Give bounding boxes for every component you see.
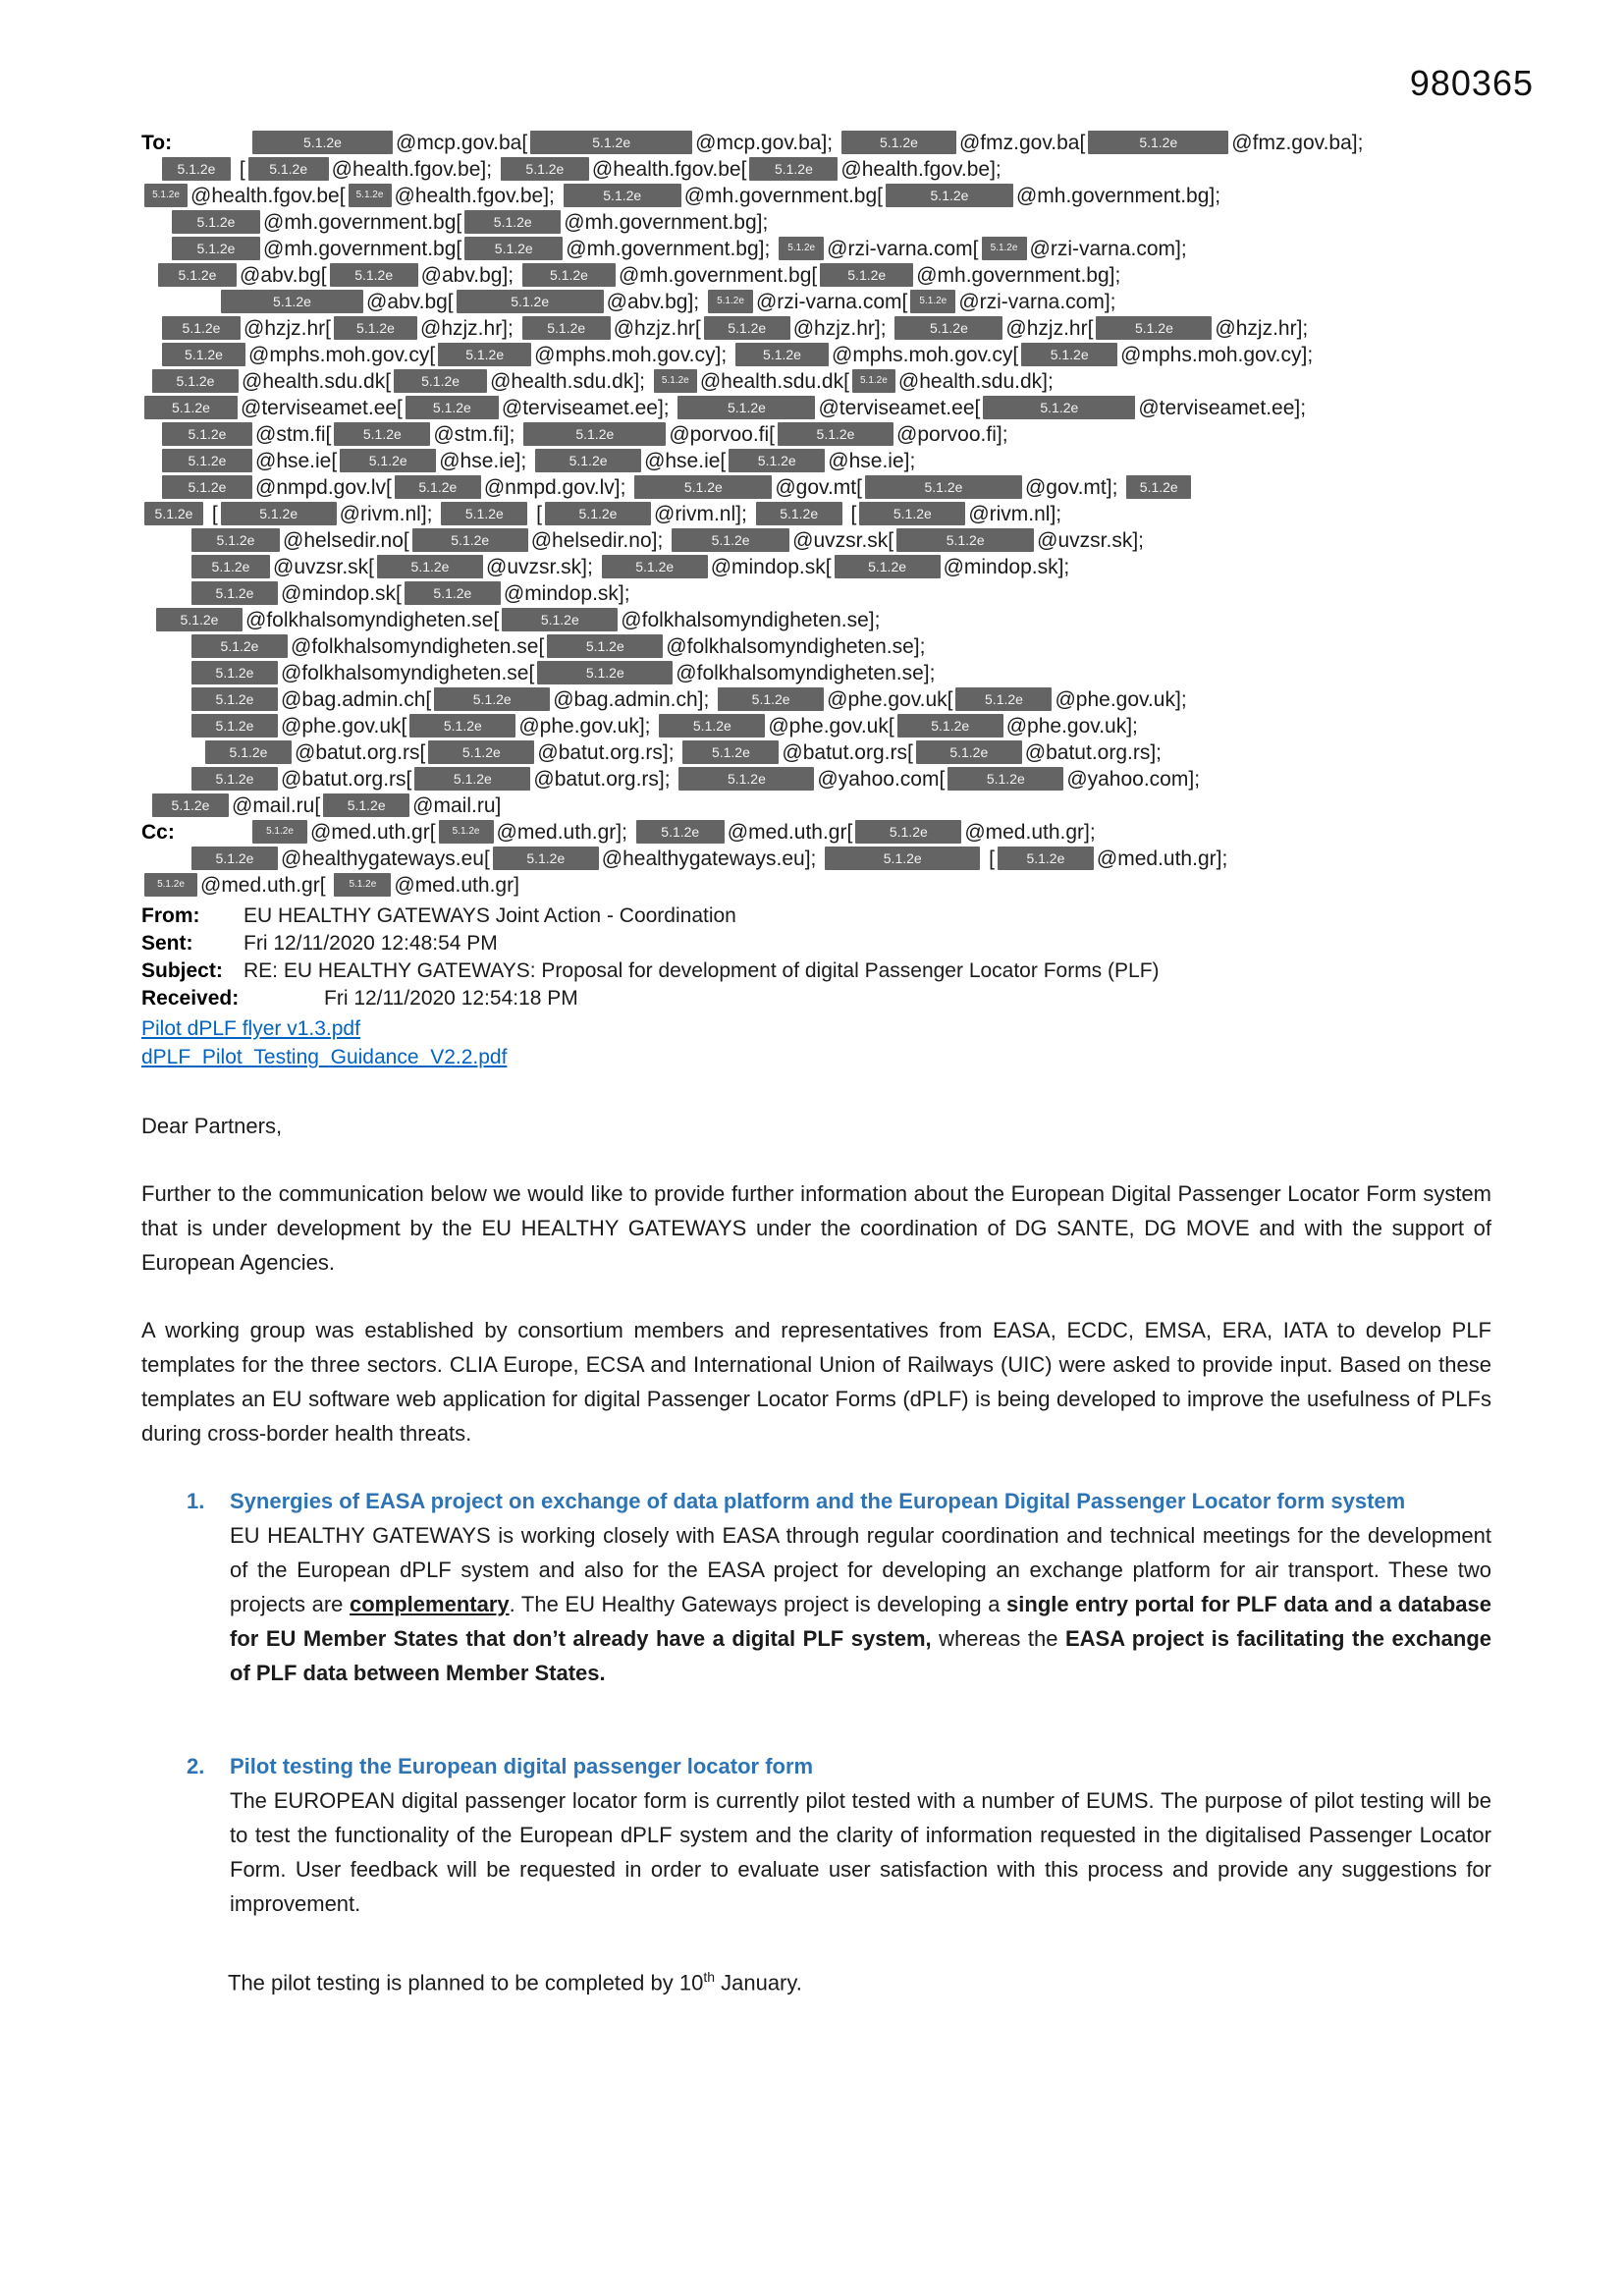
recipient-line xyxy=(141,395,1491,421)
redaction-box: 5.1.2e xyxy=(749,157,838,181)
cc-label: Cc: xyxy=(141,821,175,844)
redaction-box: 5.1.2e xyxy=(428,740,534,764)
redaction-box: 5.1.2e xyxy=(191,528,280,552)
sent-row xyxy=(141,930,1491,957)
recipient-address-fragment: @uvzsr.sk[ xyxy=(792,529,894,552)
recipient-address-fragment: @abv.bg[ xyxy=(240,264,327,287)
redaction-box: 5.1.2e xyxy=(334,316,417,340)
redaction-box: 5.1.2e xyxy=(441,502,527,525)
redaction-box: 5.1.2e xyxy=(718,687,824,711)
recipient-address-fragment: [ xyxy=(844,503,857,525)
recipient-address-fragment: @mphs.moh.gov.cy[ xyxy=(248,344,436,366)
item-number: 1. xyxy=(187,1489,205,1513)
redaction-box: 5.1.2e xyxy=(434,687,550,711)
recipient-address-fragment: @rivm.nl]; xyxy=(968,503,1062,525)
recipient-address-fragment: @mindop.sk[ xyxy=(281,582,402,605)
recipient-address-fragment: @health.sdu.dk]; xyxy=(490,370,651,393)
redaction-box: 5.1.2e xyxy=(162,449,252,472)
recipient-line xyxy=(141,739,1491,766)
recipient-address-fragment: @health.fgov.be[ xyxy=(591,158,747,181)
redaction-box: 5.1.2e xyxy=(677,396,815,419)
text-run: A working group was established by consortium members and representatives from EASA, ECDC, EMSA, ERA, IATA to develop PLF templates for the three sectors. CLIA Europe, ECSA and International Union of Railways (UIC) were asked to provide input. Based on these templates an EU software web application for digital Passenger Locator Forms (dPLF) is being developed to improve the usefulness of PLFs during cross-border health threats. xyxy=(141,1318,1491,1446)
recipient-address-fragment: @yahoo.com]; xyxy=(1066,768,1201,791)
redaction-box: 5.1.2e xyxy=(982,237,1027,260)
recipient-line xyxy=(141,289,1491,315)
redaction-box: 5.1.2e xyxy=(523,422,666,446)
recipient-address-fragment: @phe.gov.uk[ xyxy=(827,688,953,711)
received-value: Fri 12/11/2020 12:54:18 PM xyxy=(324,987,578,1010)
numbered-item xyxy=(187,1749,1491,1921)
redaction-box: 5.1.2e xyxy=(502,608,618,631)
recipient-address-fragment: @hse.ie]; xyxy=(828,450,916,472)
recipient-line xyxy=(141,156,1491,183)
redaction-box: 5.1.2e xyxy=(910,290,955,313)
redaction-box: 5.1.2e xyxy=(636,820,725,844)
recipient-line xyxy=(141,793,1491,819)
recipient-line xyxy=(141,554,1491,580)
recipient-address-fragment: [ xyxy=(983,847,995,870)
recipient-address-fragment: @uvzsr.sk[ xyxy=(273,556,375,578)
text-run: th xyxy=(703,1969,715,1985)
recipient-line xyxy=(141,421,1491,448)
recipient-address-fragment: @terviseamet.ee]; xyxy=(501,397,676,419)
recipient-address-fragment: @med.uth.gr]; xyxy=(496,821,633,844)
recipient-address-fragment: @med.uth.gr[ xyxy=(727,821,853,844)
redaction-box: 5.1.2e xyxy=(144,873,197,897)
recipient-address-fragment: @phe.gov.uk]; xyxy=(1005,715,1138,738)
recipient-line xyxy=(141,580,1491,607)
body-paragraph xyxy=(141,1176,1491,1280)
redaction-box: 5.1.2e xyxy=(323,793,409,817)
recipient-address-fragment: @bag.admin.ch[ xyxy=(281,688,432,711)
recipient-address-fragment: @nmpd.gov.lv]; xyxy=(483,476,632,499)
recipient-address-fragment: @mh.government.bg]; xyxy=(564,211,769,234)
recipient-address-fragment: @mh.government.bg[ xyxy=(263,211,462,234)
recipient-address-fragment: @mh.government.bg]; xyxy=(566,238,777,260)
redaction-box: 5.1.2e xyxy=(409,714,515,738)
recipient-line xyxy=(141,846,1491,872)
recipient-address-fragment: @mphs.moh.gov.cy[ xyxy=(832,344,1019,366)
redaction-box: 5.1.2e xyxy=(191,581,278,605)
subject-row xyxy=(141,957,1491,985)
text-run: EU HEALTHY GATEWAYS is working closely with EASA through regular coordination and technical meetings for the development of the European dPLF system and also for the EASA project for developing an exchange platform for air transport. These two projects are xyxy=(230,1523,1491,1616)
recipient-line xyxy=(141,527,1491,554)
recipient-address-fragment: @hzjz.hr]; xyxy=(792,317,893,340)
text-run: The EUROPEAN digital passenger locator form is currently pilot tested with a number of EUMS. The purpose of pilot testing will be to test the functionality of the European dPLF system and the clarity of information requested in the digitalised Passenger Locator Form. User feedback will be requested in order to evaluate user satisfaction with this process and provide any suggestions for improvement. xyxy=(230,1788,1491,1916)
recipient-address-fragment: @hzjz.hr[ xyxy=(244,317,332,340)
recipient-address-fragment: @porvoo.fi[ xyxy=(669,423,776,446)
redaction-box: 5.1.2e xyxy=(537,661,673,684)
redaction-box: 5.1.2e xyxy=(330,263,418,287)
recipient-address-fragment: [ xyxy=(234,158,245,181)
recipient-address-fragment: @helsedir.no[ xyxy=(283,529,409,552)
from-label: From: xyxy=(141,904,200,927)
email-body xyxy=(141,1109,1491,1999)
recipient-address-fragment: @rzi-varna.com[ xyxy=(827,238,979,260)
redaction-box: 5.1.2e xyxy=(152,369,239,393)
redaction-box: 5.1.2e xyxy=(191,714,278,738)
redaction-box: 5.1.2e xyxy=(855,820,961,844)
redaction-box: 5.1.2e xyxy=(602,555,708,578)
recipient-address-fragment: @mindop.sk]; xyxy=(503,582,630,605)
text-run: . The EU Healthy Gateways project is developing a xyxy=(509,1592,1007,1616)
redaction-box: 5.1.2e xyxy=(414,767,530,791)
recipient-address-fragment: @folkhalsomyndigheten.se[ xyxy=(281,662,535,684)
attachments-block xyxy=(141,1014,1491,1071)
recipient-address-fragment: @fmz.gov.ba[ xyxy=(958,132,1086,154)
item-number: 2. xyxy=(187,1754,205,1778)
redaction-box: 5.1.2e xyxy=(1126,475,1191,499)
recipient-address-fragment: @health.fgov.be]; xyxy=(394,185,561,207)
recipient-address-fragment: @batut.org.rs[ xyxy=(782,741,913,764)
recipient-address-fragment: @folkhalsomyndigheten.se]; xyxy=(666,635,926,658)
recipient-address-fragment: @mphs.moh.gov.cy]; xyxy=(534,344,732,366)
recipient-address-fragment: @gov.mt[ xyxy=(775,476,862,499)
redaction-box: 5.1.2e xyxy=(894,316,1002,340)
recipient-line xyxy=(141,448,1491,474)
redaction-box: 5.1.2e xyxy=(682,740,779,764)
recipient-address-fragment: @abv.bg]; xyxy=(420,264,519,287)
recipient-address-fragment: @health.sdu.dk]; xyxy=(897,370,1054,393)
text-run: single entry portal for PLF data and a database for EU Member States that don’t already have a digital PLF system, xyxy=(230,1592,1491,1651)
document-number: 980365 xyxy=(1409,63,1534,103)
recipient-address-fragment: @terviseamet.ee[ xyxy=(241,397,403,419)
recipient-address-fragment: @folkhalsomyndigheten.se]; xyxy=(621,609,881,631)
redaction-box: 5.1.2e xyxy=(221,290,363,313)
redaction-box: 5.1.2e xyxy=(654,369,697,393)
recipient-address-fragment: @helsedir.no]; xyxy=(530,529,670,552)
recipient-address-fragment: @med.uth.gr]; xyxy=(964,821,1096,844)
redaction-box: 5.1.2e xyxy=(144,502,203,525)
redaction-box: 5.1.2e xyxy=(395,475,481,499)
recipient-address-fragment: @porvoo.fi]; xyxy=(896,423,1008,446)
text-run: January. xyxy=(715,1970,802,1995)
redaction-box: 5.1.2e xyxy=(634,475,772,499)
redaction-box: 5.1.2e xyxy=(825,847,980,870)
recipient-address-fragment: @med.uth.gr] xyxy=(394,874,519,897)
redaction-box: 5.1.2e xyxy=(205,740,292,764)
recipient-address-fragment: @hzjz.hr]; xyxy=(1215,317,1309,340)
body-paragraph xyxy=(228,1960,1491,1999)
item-heading: Synergies of EASA project on exchange of data platform and the European Digital Passenger Locator form system xyxy=(230,1489,1406,1513)
redaction-box: 5.1.2e xyxy=(947,767,1063,791)
body-paragraph xyxy=(141,1313,1491,1450)
recipient-line xyxy=(141,686,1491,713)
redaction-box: 5.1.2e xyxy=(252,131,393,154)
recipient-address-fragment: @med.uth.gr[ xyxy=(310,821,436,844)
redaction-box: 5.1.2e xyxy=(340,449,436,472)
recipient-address-fragment: @mh.government.bg]; xyxy=(1015,185,1221,207)
redaction-box: 5.1.2e xyxy=(162,157,231,181)
recipient-address-fragment: @phe.gov.uk]; xyxy=(518,715,657,738)
redaction-box: 5.1.2e xyxy=(144,396,238,419)
attachment-link-1[interactable]: Pilot dPLF flyer v1.3.pdf xyxy=(141,1017,360,1040)
recipient-address-fragment: @terviseamet.ee[ xyxy=(818,397,981,419)
redaction-box: 5.1.2e xyxy=(886,184,1013,207)
sent-value: Fri 12/11/2020 12:48:54 PM xyxy=(244,932,498,955)
redaction-box: 5.1.2e xyxy=(162,316,241,340)
recipient-address-fragment: @fmz.gov.ba]; xyxy=(1231,132,1364,154)
recipient-line xyxy=(141,315,1491,342)
redaction-box: 5.1.2e xyxy=(172,237,260,260)
redaction-box: 5.1.2e xyxy=(835,555,941,578)
redaction-box: 5.1.2e xyxy=(252,820,307,844)
redaction-box: 5.1.2e xyxy=(756,502,842,525)
recipient-line xyxy=(141,474,1491,501)
subject-value: RE: EU HEALTHY GATEWAYS: Proposal for development of digital Passenger Locator Forms (PLF) xyxy=(244,959,1160,982)
recipient-address-fragment: @healthygateways.eu]; xyxy=(601,847,823,870)
redaction-box: 5.1.2e xyxy=(172,210,260,234)
body-paragraph xyxy=(141,1109,1491,1143)
redaction-box: 5.1.2e xyxy=(438,343,531,366)
recipient-address-fragment: @batut.org.rs[ xyxy=(281,768,412,791)
redaction-box: 5.1.2e xyxy=(158,263,237,287)
recipient-address-fragment: @gov.mt]; xyxy=(1024,476,1124,499)
redaction-box: 5.1.2e xyxy=(493,847,599,870)
recipient-address-fragment: @folkhalsomyndigheten.se]; xyxy=(676,662,936,684)
redaction-box: 5.1.2e xyxy=(672,528,789,552)
recipient-line xyxy=(141,766,1491,793)
recipient-address-fragment: @hse.ie]; xyxy=(439,450,533,472)
recipient-address-fragment: @batut.org.rs]; xyxy=(533,768,677,791)
recipient-line xyxy=(141,501,1491,527)
redaction-box: 5.1.2e xyxy=(729,449,825,472)
recipient-address-fragment: @mindop.sk[ xyxy=(710,556,832,578)
redaction-box: 5.1.2e xyxy=(547,634,663,658)
redaction-box: 5.1.2e xyxy=(1088,131,1228,154)
redaction-box: 5.1.2e xyxy=(334,422,430,446)
recipient-address-fragment: @hzjz.hr[ xyxy=(1005,317,1094,340)
recipient-address-fragment: @folkhalsomyndigheten.se[ xyxy=(291,635,545,658)
recipient-line xyxy=(141,368,1491,395)
recipient-line xyxy=(141,183,1491,209)
redaction-box: 5.1.2e xyxy=(841,131,956,154)
redaction-box: 5.1.2e xyxy=(659,714,765,738)
redaction-box: 5.1.2e xyxy=(152,793,229,817)
redaction-box: 5.1.2e xyxy=(248,157,329,181)
recipient-address-fragment: @mcp.gov.ba[ xyxy=(396,132,528,154)
recipient-address-fragment: @hzjz.hr[ xyxy=(613,317,701,340)
recipient-address-fragment: @hzjz.hr]; xyxy=(420,317,519,340)
redaction-box: 5.1.2e xyxy=(896,528,1034,552)
redaction-box: 5.1.2e xyxy=(162,343,245,366)
recipient-address-fragment: @uvzsr.sk]; xyxy=(486,556,599,578)
redaction-box: 5.1.2e xyxy=(678,767,814,791)
redaction-box: 5.1.2e xyxy=(778,422,893,446)
text-run: EASA project is facilitating the exchange of PLF data between Member States. xyxy=(230,1626,1492,1685)
recipient-address-fragment: @bag.admin.ch]; xyxy=(553,688,716,711)
redaction-box: 5.1.2e xyxy=(501,157,589,181)
redaction-box: 5.1.2e xyxy=(735,343,829,366)
to-recipients-block xyxy=(141,130,1491,819)
recipient-address-fragment: @rzi-varna.com]; xyxy=(958,291,1116,313)
redaction-box: 5.1.2e xyxy=(406,396,499,419)
recipient-address-fragment: @med.uth.gr]; xyxy=(1096,847,1228,870)
recipient-address-fragment: @mail.ru[ xyxy=(232,794,321,817)
redaction-box: 5.1.2e xyxy=(1021,343,1117,366)
redaction-box: 5.1.2e xyxy=(564,184,681,207)
recipient-address-fragment: @hse.ie[ xyxy=(644,450,727,472)
redaction-box: 5.1.2e xyxy=(191,687,278,711)
redaction-box: 5.1.2e xyxy=(779,237,824,260)
recipient-line xyxy=(141,819,1491,846)
from-value: EU HEALTHY GATEWAYS Joint Action - Coordination xyxy=(244,904,736,927)
recipient-address-fragment: @batut.org.rs[ xyxy=(295,741,426,764)
item-text xyxy=(230,1783,1491,1921)
item-body xyxy=(230,1749,1491,1921)
recipient-line xyxy=(141,607,1491,633)
redaction-box: 5.1.2e xyxy=(191,767,278,791)
recipient-line xyxy=(141,872,1491,899)
redaction-box: 5.1.2e xyxy=(464,237,563,260)
item-body xyxy=(230,1484,1491,1690)
redaction-box: 5.1.2e xyxy=(349,184,392,207)
subject-label: Subject: xyxy=(141,959,223,982)
redaction-box: 5.1.2e xyxy=(535,449,641,472)
redaction-box: 5.1.2e xyxy=(859,502,965,525)
cc-recipients-block xyxy=(141,819,1491,899)
recipient-address-fragment: @terviseamet.ee]; xyxy=(1138,397,1307,419)
recipient-line xyxy=(141,262,1491,289)
recipient-address-fragment: @stm.fi[ xyxy=(255,423,332,446)
recipient-address-fragment: @mindop.sk]; xyxy=(943,556,1070,578)
redaction-box: 5.1.2e xyxy=(439,820,494,844)
recipient-address-fragment: @med.uth.gr[ xyxy=(200,874,332,897)
recipient-address-fragment: @phe.gov.uk]; xyxy=(1055,688,1187,711)
recipient-address-fragment: @health.sdu.dk[ xyxy=(699,370,849,393)
recipient-address-fragment: @abv.bg[ xyxy=(366,291,454,313)
redaction-box: 5.1.2e xyxy=(983,396,1135,419)
recipient-address-fragment: @phe.gov.uk[ xyxy=(768,715,894,738)
recipient-address-fragment: @batut.org.rs]; xyxy=(1024,741,1163,764)
redaction-box: 5.1.2e xyxy=(162,422,252,446)
item-text xyxy=(230,1518,1491,1690)
recipient-address-fragment: @mcp.gov.ba]; xyxy=(695,132,839,154)
redaction-box: 5.1.2e xyxy=(457,290,604,313)
recipient-address-fragment: @health.fgov.be]; xyxy=(840,158,1001,181)
recipient-address-fragment: @mphs.moh.gov.cy]; xyxy=(1120,344,1314,366)
recipient-address-fragment: @mh.government.bg[ xyxy=(683,185,883,207)
recipient-address-fragment: @healthygateways.eu[ xyxy=(281,847,490,870)
recipient-address-fragment: @abv.bg]; xyxy=(606,291,705,313)
recipient-address-fragment: [ xyxy=(206,503,218,525)
redaction-box: 5.1.2e xyxy=(156,608,243,631)
redaction-box: 5.1.2e xyxy=(464,210,561,234)
recipient-address-fragment: @hse.ie[ xyxy=(255,450,338,472)
redaction-box: 5.1.2e xyxy=(412,528,528,552)
recipient-line xyxy=(141,660,1491,686)
recipient-address-fragment: @batut.org.rs]; xyxy=(537,741,680,764)
to-label: To: xyxy=(141,132,173,154)
recipient-line xyxy=(141,209,1491,236)
from-row xyxy=(141,902,1491,930)
recipient-address-fragment: @mh.government.bg]; xyxy=(916,264,1121,287)
recipient-address-fragment: @rzi-varna.com]; xyxy=(1029,238,1187,260)
redaction-box: 5.1.2e xyxy=(704,316,790,340)
attachment-link-2[interactable]: dPLF_Pilot_Testing_Guidance_V2.2.pdf xyxy=(141,1046,508,1068)
redaction-box: 5.1.2e xyxy=(545,502,651,525)
redaction-box: 5.1.2e xyxy=(191,661,278,684)
redaction-box: 5.1.2e xyxy=(820,263,913,287)
received-row xyxy=(141,985,1491,1012)
recipient-address-fragment: @yahoo.com[ xyxy=(817,768,946,791)
recipient-line xyxy=(141,342,1491,368)
text-run: Dear Partners, xyxy=(141,1114,283,1138)
received-label: Received: xyxy=(141,987,240,1010)
recipient-line xyxy=(141,633,1491,660)
recipient-address-fragment: @rivm.nl]; xyxy=(339,503,439,525)
recipient-address-fragment: @uvzsr.sk]; xyxy=(1037,529,1144,552)
recipient-line xyxy=(141,130,1491,156)
redaction-box: 5.1.2e xyxy=(334,873,391,897)
redaction-box: 5.1.2e xyxy=(522,263,616,287)
recipient-address-fragment: [ xyxy=(530,503,542,525)
redaction-box: 5.1.2e xyxy=(144,184,188,207)
redaction-box: 5.1.2e xyxy=(522,316,611,340)
recipient-address-fragment: @stm.fi]; xyxy=(433,423,521,446)
recipient-address-fragment: @mh.government.bg[ xyxy=(618,264,818,287)
recipient-address-fragment: @rivm.nl]; xyxy=(654,503,753,525)
redaction-box: 5.1.2e xyxy=(191,555,270,578)
text-run: The pilot testing is planned to be completed by 10 xyxy=(228,1970,704,1995)
redaction-box: 5.1.2e xyxy=(405,581,501,605)
redaction-box: 5.1.2e xyxy=(916,740,1022,764)
recipient-line xyxy=(141,236,1491,262)
recipient-address-fragment: @nmpd.gov.lv[ xyxy=(255,476,392,499)
redaction-box: 5.1.2e xyxy=(191,634,288,658)
redaction-box: 5.1.2e xyxy=(1096,316,1212,340)
redaction-box: 5.1.2e xyxy=(530,131,692,154)
recipient-address-fragment: @health.fgov.be]; xyxy=(331,158,498,181)
recipient-address-fragment: @folkhalsomyndigheten.se[ xyxy=(245,609,500,631)
numbered-item xyxy=(187,1484,1491,1690)
redaction-box: 5.1.2e xyxy=(865,475,1022,499)
text-run: Further to the communication below we would like to provide further information about the European Digital Passenger Locator Form system that is under development by the EU HEALTHY GATEWAYS under the coordination of DG SANTE, DG MOVE and with the support of European Agencies. xyxy=(141,1181,1491,1275)
recipient-line xyxy=(141,713,1491,739)
sent-label: Sent: xyxy=(141,932,193,955)
recipient-address-fragment: @health.sdu.dk[ xyxy=(242,370,392,393)
redaction-box: 5.1.2e xyxy=(162,475,252,499)
email-meta-block xyxy=(141,902,1491,1012)
item-heading: Pilot testing the European digital passenger locator form xyxy=(230,1754,814,1778)
recipient-address-fragment: @phe.gov.uk[ xyxy=(281,715,407,738)
redaction-box: 5.1.2e xyxy=(852,369,895,393)
redaction-box: 5.1.2e xyxy=(394,369,487,393)
text-run: whereas the xyxy=(931,1626,1065,1651)
redaction-box: 5.1.2e xyxy=(998,847,1094,870)
recipient-address-fragment: @health.fgov.be[ xyxy=(190,185,346,207)
redaction-box: 5.1.2e xyxy=(955,687,1052,711)
recipient-address-fragment: @mh.government.bg[ xyxy=(263,238,462,260)
redaction-box: 5.1.2e xyxy=(221,502,337,525)
redaction-box: 5.1.2e xyxy=(708,290,753,313)
redaction-box: 5.1.2e xyxy=(377,555,483,578)
recipient-address-fragment: @rzi-varna.com[ xyxy=(755,291,908,313)
text-run: complementary xyxy=(350,1592,510,1616)
redaction-box: 5.1.2e xyxy=(897,714,1003,738)
recipient-address-fragment: @mail.ru] xyxy=(412,794,502,817)
redaction-box: 5.1.2e xyxy=(191,847,278,870)
